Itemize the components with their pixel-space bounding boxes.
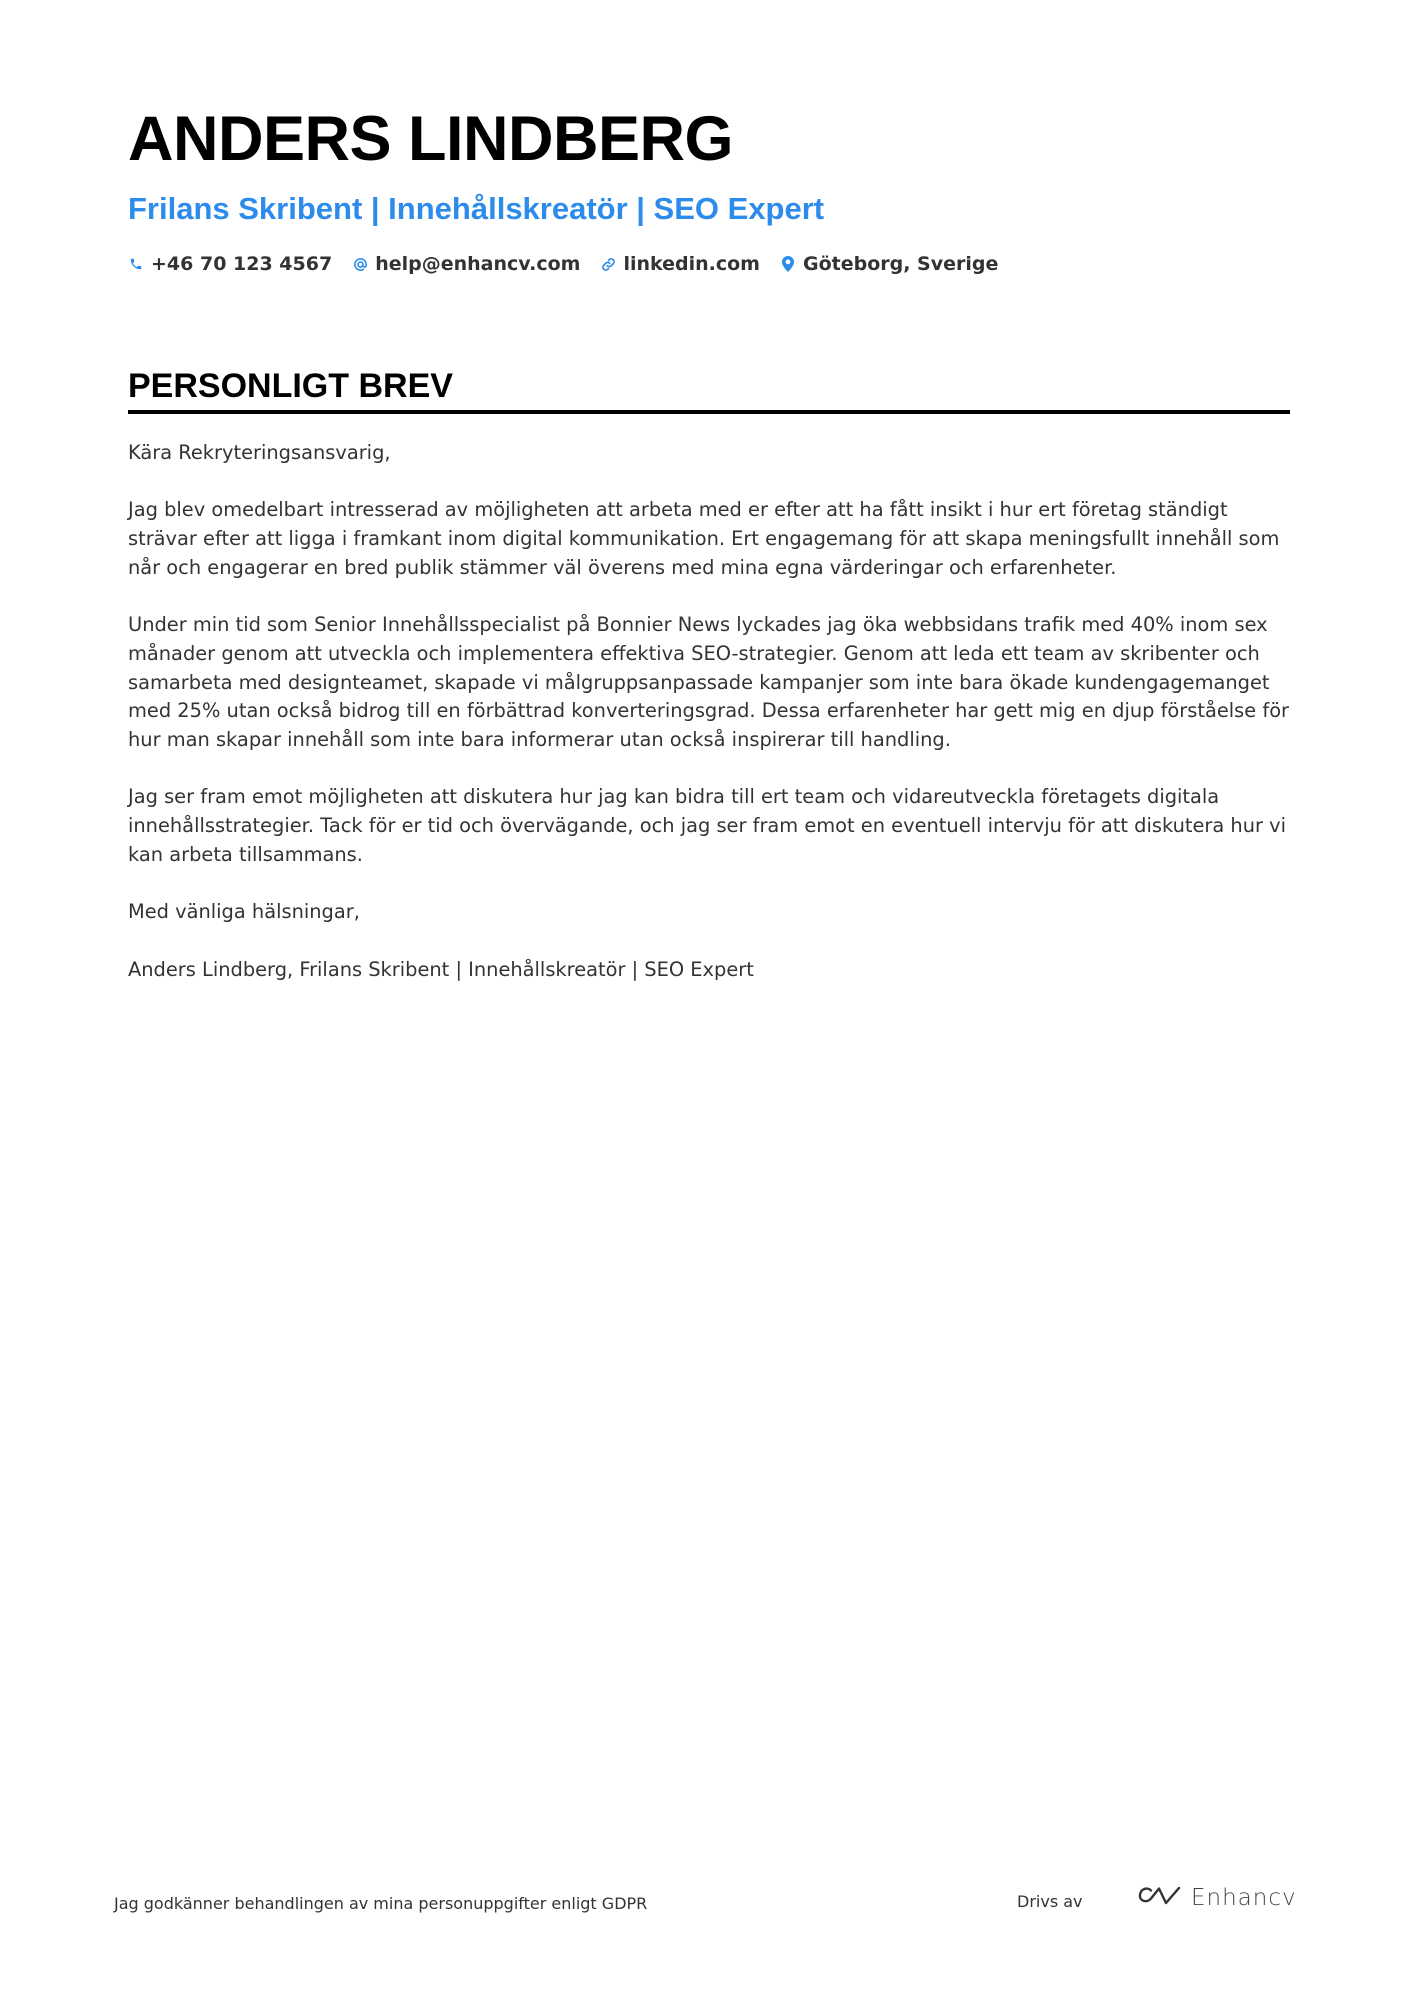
contact-phone-text: +46 70 123 4567 — [151, 253, 333, 275]
candidate-name: ANDERS LINDBERG — [128, 104, 734, 174]
contact-email[interactable] — [352, 253, 580, 275]
letter-signature: Anders Lindberg, Frilans Skribent | Innehållskreatör | SEO Expert — [128, 957, 754, 981]
section-divider — [128, 410, 1290, 414]
letter-body — [128, 439, 1290, 1013]
map-pin-icon — [780, 255, 796, 273]
contact-bar — [128, 253, 1018, 275]
letter-closing: Med vänliga hälsningar, — [128, 900, 360, 924]
enhancv-brand-name: Enhancv — [1191, 1885, 1297, 1911]
contact-email-text: help@enhancv.com — [375, 253, 581, 275]
enhancv-logo-icon — [1137, 1884, 1183, 1912]
contact-location-text: Göteborg, Sverige — [802, 253, 999, 275]
phone-icon — [128, 255, 144, 273]
powered-by-label: Drivs av — [1017, 1892, 1083, 1911]
at-icon — [352, 255, 368, 273]
contact-linkedin-text: linkedin.com — [623, 253, 760, 275]
letter-greeting: Kära Rekryteringsansvarig, — [128, 441, 391, 464]
contact-location — [780, 253, 998, 275]
letter-paragraph-1: Jag blev omedelbart intresserad av möjligheten att arbeta med er efter att ha fått insikt i hur ert företag ständigt strävar efter att ligga i framkant inom digital kommunikation. Ert engagemang för att skapa meningsfullt innehåll som når och engagerar en bred publik stämmer väl överens med mina egna värderingar och erfarenheter. — [128, 498, 1280, 579]
section-title: PERSONLIGT BREV — [128, 367, 453, 405]
gdpr-consent-text: Jag godkänner behandlingen av mina personuppgifter enligt GDPR — [114, 1894, 648, 1913]
contact-linkedin[interactable] — [600, 253, 760, 275]
letter-paragraph-2: Under min tid som Senior Innehållsspecialist på Bonnier News lyckades jag öka webbsidans trafik med 40% inom sex månader genom att utveckla och implementera effektiva SEO-strategier. Genom att leda ett team av skribenter och samarbeta med designteamet, skapade vi målgruppsanpassade kampanjer som inte bara ökade kundengagemanget med 25% utan också bidrog till en förbättrad konverteringsgrad. Dessa erfarenheter har gett mig en djup förståelse för hur man skapar innehåll som inte bara informerar utan också inspirerar till handling. — [128, 613, 1290, 751]
candidate-headline: Frilans Skribent | Innehållskreatör | SEO Expert — [128, 191, 825, 226]
contact-phone — [128, 253, 332, 275]
letter-paragraph-3: Jag ser fram emot möjligheten att diskutera hur jag kan bidra till ert team och vidareutveckla företagets digitala innehållsstrategier. Tack för er tid och övervägande, och jag ser fram emot en eventuell intervju för att diskutera hur vi kan arbeta tillsammans. — [128, 785, 1286, 866]
link-icon — [600, 255, 616, 273]
enhancv-brand-link[interactable] — [1137, 1884, 1297, 1912]
